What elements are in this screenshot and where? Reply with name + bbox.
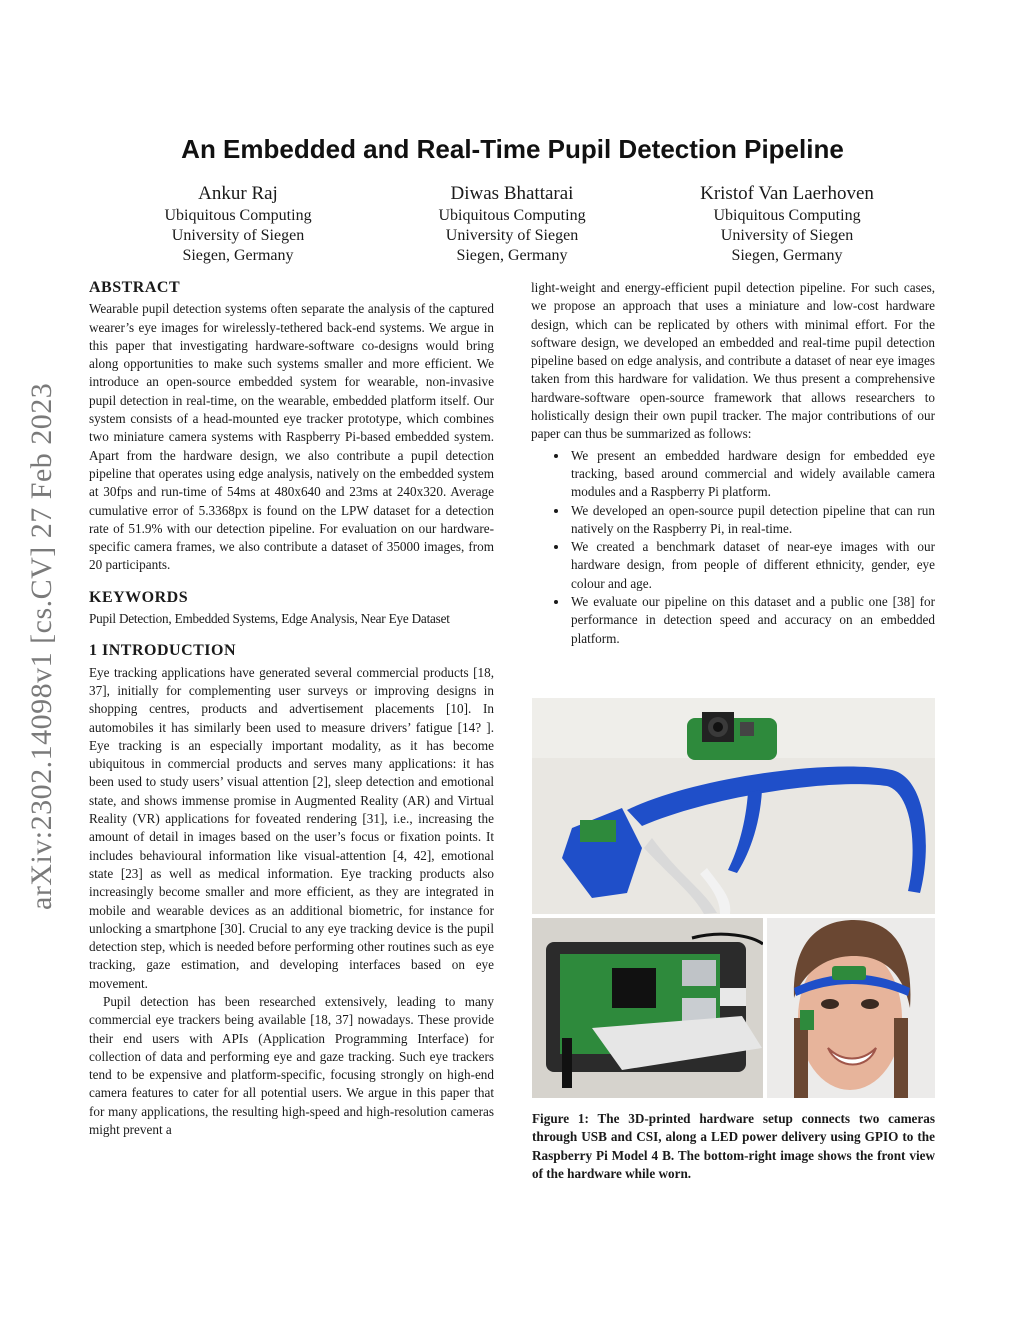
keywords-heading: KEYWORDS bbox=[89, 588, 189, 606]
author-block bbox=[657, 182, 917, 266]
left-column bbox=[89, 279, 494, 1139]
author-dept: Ubiquitous Computing bbox=[164, 207, 312, 224]
list-item: • We evaluate our pipeline on this dataset and a public one [38] for performance in detection speed and accuracy on an embedded platform. bbox=[569, 593, 935, 648]
contribution-intro: light-weight and energy-efficient pupil detection pipeline. For such cases, we propose an approach that uses a miniature and low-cost hardware design, which can be replicated by others with minimal effort. For the software design, we developed an embedded and real-time pupil detection pipeline based on edge analysis, and contribute a dataset of near eye images taken from this hardware for validation. We thus present a comprehensive hardware-software open-source framework that allows researchers to holistically design their own pupil tracker. The major contributions of our paper can thus be summarized as follows: bbox=[531, 280, 935, 442]
author-dept: Ubiquitous Computing bbox=[713, 207, 861, 224]
contribution-list bbox=[531, 447, 935, 648]
list-item: • We present an embedded hardware design for embedded eye tracking, based around commercial and widely available camera modules and a Raspberry Pi platform. bbox=[569, 447, 935, 502]
list-item: • We created a benchmark dataset of near-eye images with our hardware design, from people of different ethnicity, gender, eye colour and age. bbox=[569, 538, 935, 593]
author-block bbox=[382, 182, 642, 266]
figure-caption: Figure 1: The 3D-printed hardware setup connects two cameras through USB and CSI, along a LED power delivery using GPIO to the Raspberry Pi Model 4 B. The bottom-right image shows the front view of the hardware while worn. bbox=[532, 1111, 935, 1181]
author-univ: University of Siegen bbox=[445, 227, 579, 244]
author-univ: University of Siegen bbox=[720, 227, 854, 244]
list-item: • We developed an open-source pupil detection pipeline that can run natively on the Raspberry Pi, in real-time. bbox=[569, 502, 935, 539]
worn-device-photo bbox=[767, 918, 935, 1098]
introduction-heading: 1 INTRODUCTION bbox=[89, 642, 237, 660]
author-block bbox=[108, 182, 368, 266]
author-univ: University of Siegen bbox=[171, 227, 305, 244]
figure-1-image bbox=[532, 698, 935, 1098]
arxiv-identifier: arXiv:2302.14098v1 [cs.CV] 27 Feb 2023 bbox=[25, 382, 58, 910]
author-location: Siegen, Germany bbox=[456, 247, 568, 264]
hardware-photo bbox=[532, 698, 935, 914]
author-dept: Ubiquitous Computing bbox=[438, 207, 586, 224]
abstract-text: Wearable pupil detection systems often separate the analysis of the captured wearer’s eye images for wirelessly-tethered back-end systems. We argue in this paper that investigating hardware-software co-designs would bring along opportunities to make such systems smaller and more efficient. We introduce an open-source embedded system for wearable, non-invasive pupil detection in real-time, on the wearable, embedded platform itself. Our system consists of a head-mounted eye tracker prototype, which combines two miniature camera systems with Raspberry Pi-based embedded system. Apart from the hardware design, we also contribute a pupil detection pipeline that operates using edge analysis, natively on the embedded system at 30fps and run-time of 54ms at 480x640 and 23ms at 240x320. Average cumulative error of 5.3368px is found on the LPW dataset for a detection rate of 51.9% with our detection pipeline. For evaluation on our hardware-specific camera frames, we also contribute a dataset of 35000 images, from 20 participants. bbox=[89, 301, 494, 573]
keywords-text: Pupil Detection, Embedded Systems, Edge Analysis, Near Eye Dataset bbox=[89, 611, 450, 627]
author-location: Siegen, Germany bbox=[182, 247, 294, 264]
abstract-heading: ABSTRACT bbox=[89, 279, 181, 296]
author-name: Diwas Bhattarai bbox=[450, 183, 574, 204]
intro-paragraph-2: Pupil detection has been researched extensively, leading to many commercial eye trackers being available [18, 37] nowadays. These provide their end users with APIs (Application Programming Interface) for collection of data and performing eye and gaze tracking. Such eye trackers tend to be expensive and platform-specific, focusing strongly on high-end camera features to cater for all potential users. We argue in this paper that for many applications, the resulting high-speed and high-resolution cameras might prevent a bbox=[89, 993, 494, 1138]
intro-paragraph-1: Eye tracking applications have generated several commercial products [18, 37], initially for complementing user surveys or improving designs in shopping centres, products and advertisement placements [10]. In automobiles it has similarly been used to measure drivers’ fatigue [14? ]. Eye tracking is an especially important modality, as it has become ubiquitous in commercial products and serves many applications: it has been used to study users’ visual attention [2], sleep detection and emotional state, and shows immense promise in Augmented Reality (AR) and Virtual Reality (VR) applications for foveated rendering [31], i.e., increasing the amount of detail in images based on the user’s focus or fixation points. It includes behavioural information like visual-attention [4, 42], emotional state [23] as well as medical information. Eye tracking products also increasingly become smaller and more efficient, as they are integrated in mobile and wearable devices as an additional biometric, for instance for unlocking a smartphone [30]. Crucial to any eye tracking device is the pupil detection step, which is needed before performing other routines such as eye tracking, gaze estimation, and developing interfaces based on eye movement. bbox=[89, 664, 494, 991]
right-column bbox=[531, 279, 935, 648]
author-name: Kristof Van Laerhoven bbox=[700, 183, 874, 204]
author-name: Ankur Raj bbox=[198, 183, 278, 204]
paper-title: An Embedded and Real-Time Pupil Detection Pipeline bbox=[181, 134, 844, 164]
author-location: Siegen, Germany bbox=[731, 247, 843, 264]
raspberry-pi-photo bbox=[532, 918, 763, 1098]
